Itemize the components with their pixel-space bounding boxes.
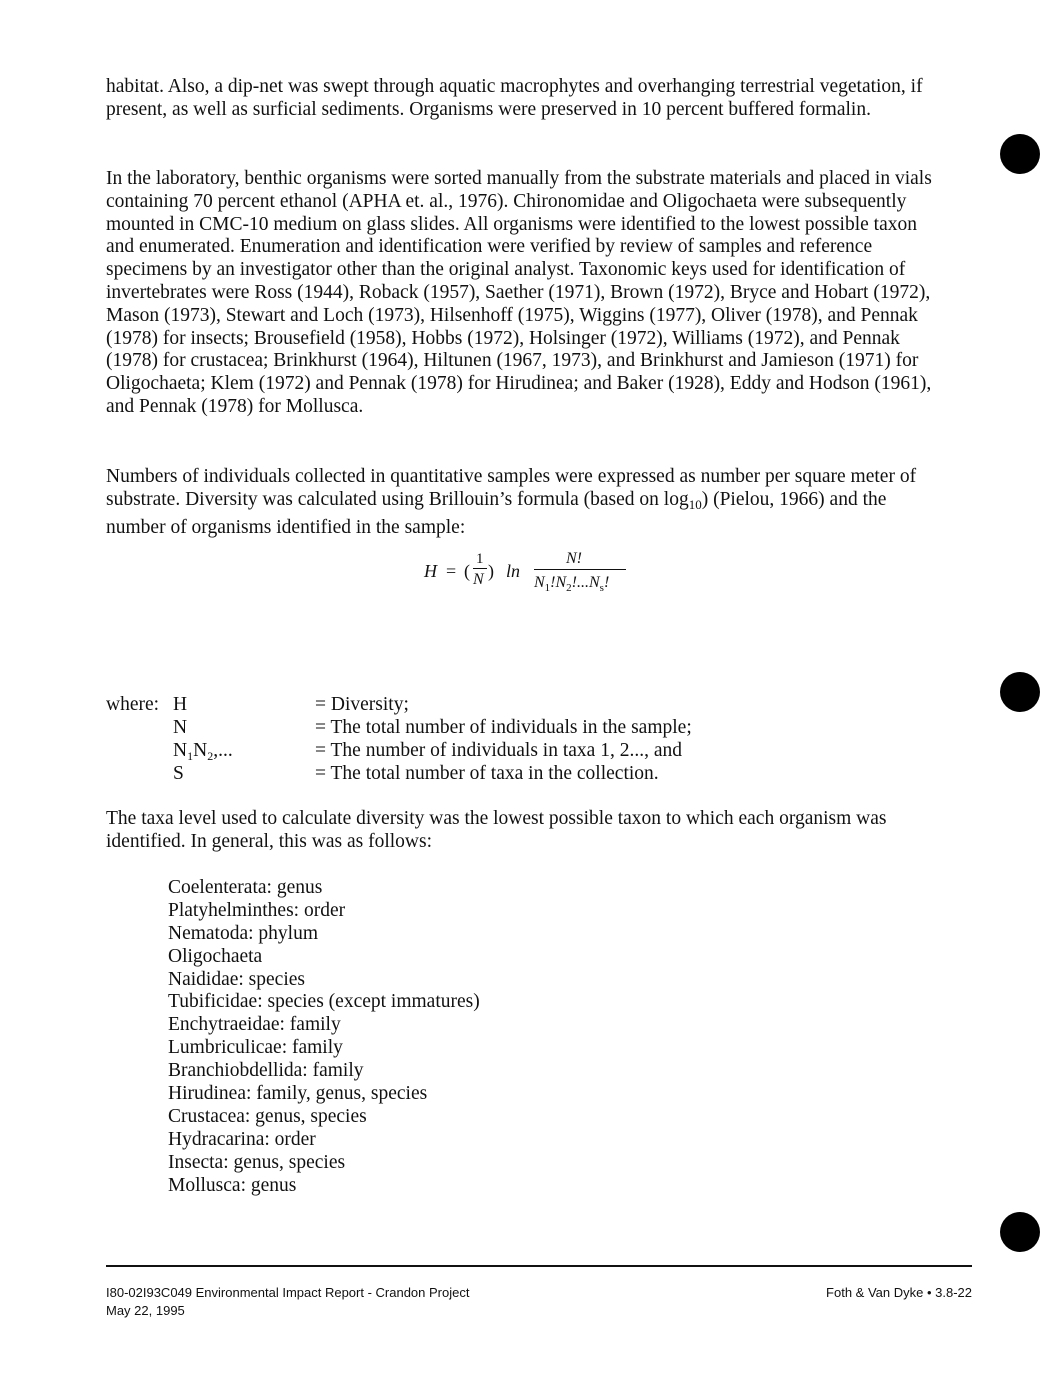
definition-text: = The total number of individuals in the sample; — [315, 717, 692, 738]
footer-date: May 22, 1995 — [106, 1303, 185, 1318]
formula-fraction-bar-main — [534, 569, 626, 570]
den-end: ! — [603, 574, 610, 591]
paragraph-laboratory: In the laboratory, benthic organisms were sorted manually from the substrate materials and placed in vials containing 70 percent ethanol (APHA et. al., 1976). Chironomidae and Oligochaeta were subsequently mounted in CMC-10 medium on glass slides. All organisms were identified to the lowest possible taxon and enumerated. Enumeration and identification were verified by review of samples and reference specimens by an investigator other than the original analyst. Taxonomic keys used for identification of invertebrates were Ross (1944), Roback (1957), Saether (1971), Brown (1972), Bryce and Hobart (1972), Mason (1973), Stewart and Loch (1973), Hilsenhoff (1975), Wiggins (1977), Oliver (1978), and Pennak (1978) for insects; Brousefield (1958), Hobbs (1972), Holsinger (1972), Williams (1972), and Pennak (1978) for crustacea; Brinkhurst (1964), Hiltunen (1967, 1973), and Brinkhurst and Jamieson (1971) for Oligochaeta; Klem (1972) and Pennak (1978) for Hirudinea; and Baker (1928), Eddy and Hodson (1961), and Pennak (1978) for Mollusca. — [106, 168, 932, 417]
formula-equals: = — [446, 561, 457, 581]
formula-ln: ln — [506, 561, 521, 581]
binder-hole-icon — [1000, 134, 1040, 174]
list-item: Enchytraeidae: family — [168, 1014, 341, 1036]
list-item: Insecta: genus, species — [168, 1151, 346, 1173]
den-sub-1: 1 — [544, 582, 551, 595]
formula-rparen: ) — [488, 561, 494, 581]
list-item: Crustacea: genus, species — [168, 1105, 367, 1127]
definition-symbol — [173, 740, 233, 763]
binder-hole-icon — [1000, 672, 1040, 712]
binder-hole-icon — [1000, 1212, 1040, 1252]
list-item: Tubificidae: species (except immatures) — [168, 991, 480, 1013]
formula-numerator: N! — [566, 550, 582, 567]
formula-h: H — [424, 561, 437, 581]
definition-symbol: S — [173, 763, 184, 784]
formula-denominator — [534, 572, 609, 600]
paragraph-taxa-level: The taxa level used to calculate diversity was the lowest possible taxon to which each organism was identified. In general, this was as follows: — [106, 808, 887, 852]
list-item: Platyhelminthes: order — [168, 899, 346, 921]
den-mid: !N — [550, 574, 567, 591]
sym-n: N — [173, 740, 188, 761]
definition-symbol: H — [173, 694, 188, 715]
footer-page-number: Foth & Van Dyke • 3.8-22 — [826, 1285, 972, 1300]
list-item: Hirudinea: family, genus, species — [168, 1083, 428, 1105]
list-item: Oligochaeta — [168, 945, 263, 967]
formula-one: 1 — [476, 551, 484, 567]
sym-sub-1: 1 — [187, 749, 194, 763]
list-item: Mollusca: genus — [168, 1174, 297, 1196]
paragraph-diversity — [106, 466, 946, 539]
den-sub-2: 2 — [566, 582, 572, 595]
list-item: Hydracarina: order — [168, 1128, 316, 1150]
definitions-lead: where: — [106, 694, 160, 715]
list-item: Branchiobdellida: family — [168, 1060, 364, 1082]
paragraph-diversity-text-a: Numbers of individuals collected in quantitative samples were expressed as number per square meter of substrate. Diversity was calculated using Brillouin’s formula (based on log — [106, 466, 917, 510]
list-item: Coelenterata: genus — [168, 877, 323, 898]
taxa-list — [168, 877, 480, 1197]
list-item: Lumbriculicae: family — [168, 1037, 343, 1059]
formula-n: N — [473, 571, 484, 588]
definition-symbol: N — [173, 717, 188, 738]
log-subscript: 10 — [688, 496, 702, 512]
definition-text: = The number of individuals in taxa 1, 2..., and — [315, 740, 682, 761]
paragraph-diversity-text-b: ) (Pielou, 1966) and the number of organisms identified in the sample: — [106, 488, 887, 538]
formula-lparen: ( — [464, 561, 470, 581]
footer-divider — [106, 1265, 972, 1267]
den-n: N — [534, 574, 545, 591]
paragraph-sampling: habitat. Also, a dip-net was swept through aquatic macrophytes and overhanging terrestrial vegetation, if present, as well as surficial sediments. Organisms were preserved in 10 percent buffered formalin. — [106, 76, 923, 120]
sym-sub-2: 2 — [207, 749, 214, 763]
sym-ellipsis: ,... — [213, 740, 233, 761]
brillouin-formula — [424, 548, 644, 604]
list-item: Nematoda: phylum — [168, 922, 319, 944]
den-mid2: !...N — [571, 574, 600, 591]
footer-report-id: I80-02I93C049 Environmental Impact Report - Crandon Project — [106, 1285, 470, 1300]
den-sub-s: s — [599, 582, 604, 595]
sym-n: N — [193, 740, 208, 761]
definition-text: = The total number of taxa in the collection. — [315, 763, 659, 784]
definition-text: = Diversity; — [315, 694, 409, 715]
list-item: Naididae: species — [168, 968, 305, 990]
